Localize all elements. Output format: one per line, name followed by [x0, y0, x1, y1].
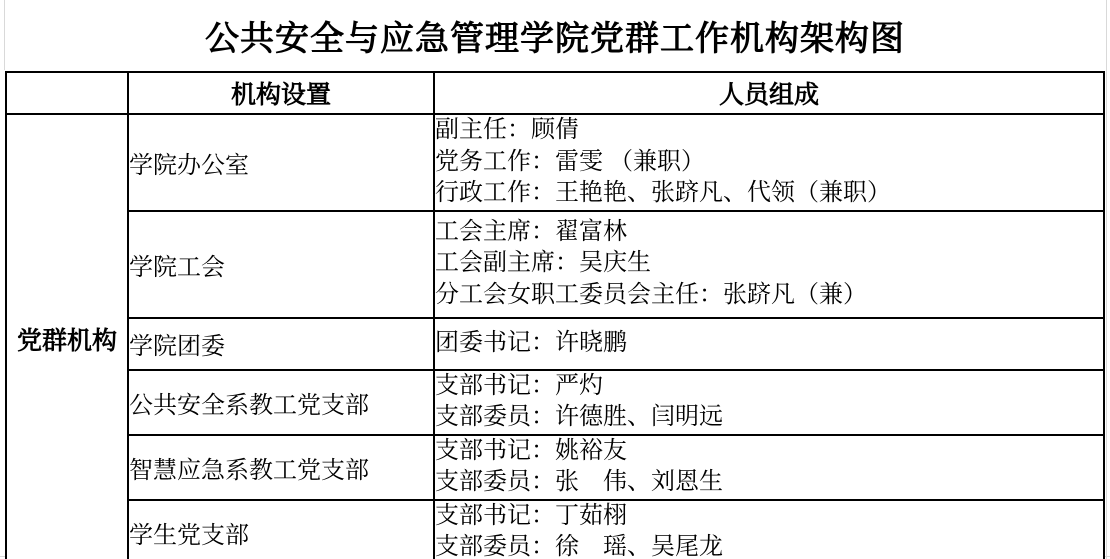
personnel-cell [434, 370, 1104, 435]
personnel-cell [434, 114, 1104, 211]
table-row-smart-emergency-branch [6, 435, 1104, 500]
personnel-line: 团委书记：许晓鹏 [435, 329, 627, 356]
personnel-line: 党务工作：雷雯 （兼职） [435, 148, 705, 175]
personnel-cell [434, 211, 1104, 318]
page-title: 公共安全与应急管理学院党群工作机构架构图 [205, 20, 905, 58]
table-row-youth-league [6, 318, 1104, 370]
column-header-org: 机构设置 [128, 72, 434, 114]
org-cell: 学院工会 [128, 211, 434, 318]
personnel-line: 副主任：顾倩 [435, 117, 579, 143]
personnel-line: 支部委员：许德胜、闫明远 [435, 404, 723, 430]
org-cell: 学院团委 [128, 318, 434, 370]
personnel-line: 行政工作：王艳艳、张跻凡、代领（兼职） [435, 180, 891, 206]
group-label: 党群机构 [6, 114, 128, 559]
corner-cell [6, 72, 128, 114]
org-cell: 学院办公室 [128, 114, 434, 211]
personnel-line: 工会副主席：吴庆生 [435, 250, 651, 277]
org-cell: 公共安全系教工党支部 [128, 370, 434, 435]
header-row [6, 72, 1104, 114]
table-row-college-union [6, 211, 1104, 318]
personnel-cell [434, 435, 1104, 500]
personnel-cell [434, 318, 1104, 370]
org-cell: 学生党支部 [128, 500, 434, 559]
personnel-line: 分工会女职工委员会主任：张跻凡（兼） [435, 281, 867, 308]
personnel-line: 工会主席：翟富林 [435, 218, 627, 245]
table-row-college-office [6, 114, 1104, 211]
personnel-cell [434, 500, 1104, 559]
table-row-public-safety-branch [6, 370, 1104, 435]
personnel-line: 支部书记：丁茹栩 [435, 502, 627, 529]
column-header-personnel: 人员组成 [434, 72, 1104, 114]
org-cell: 智慧应急系教工党支部 [128, 435, 434, 500]
table-row-student-branch [6, 500, 1104, 559]
org-structure-table [5, 71, 1105, 559]
personnel-line: 支部书记：姚裕友 [435, 437, 627, 464]
personnel-line: 支部委员：徐 瑶、吴尾龙 [435, 534, 723, 559]
personnel-line: 支部委员：张 伟、刘恩生 [435, 469, 723, 495]
personnel-line: 支部书记：严灼 [435, 372, 603, 399]
gridline-right [1106, 0, 1107, 559]
